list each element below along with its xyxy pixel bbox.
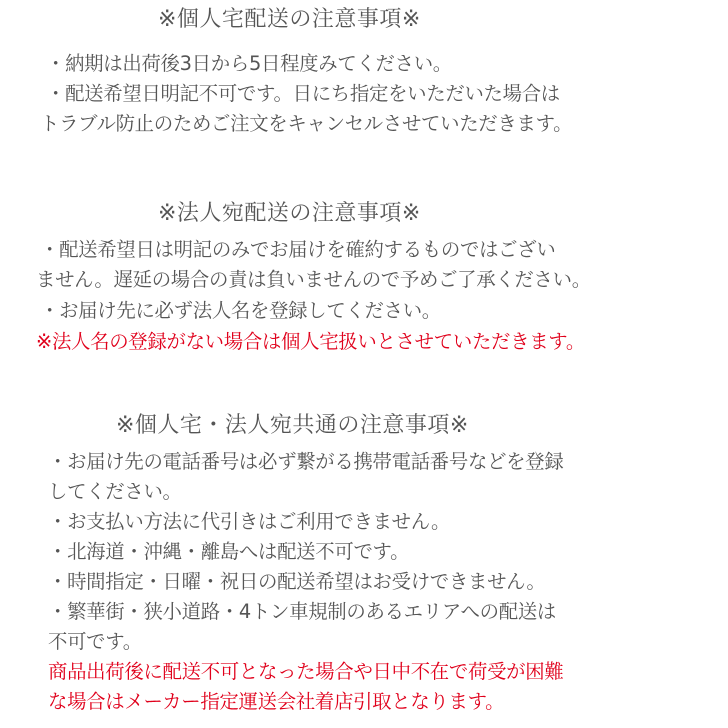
notice-line: ・納期は出荷後3日から5日程度みてください。 <box>46 52 452 75</box>
warning-line: な場合はメーカー指定運送会社着店引取となります。 <box>48 690 505 713</box>
notice-line: ・時間指定・日曜・祝日の配送希望はお受けできません。 <box>48 570 546 593</box>
notice-line: トラブル防止のためご注文をキャンセルさせていただきます。 <box>40 112 573 135</box>
notice-line: ・繁華街・狭小道路・4トン車規制のあるエリアへの配送は <box>48 600 557 623</box>
notice-line: ・配送希望日は明記のみでお届けを確約するものではござい <box>40 238 556 261</box>
notice-line: ・配送希望日明記不可です。日にち指定をいただいた場合は <box>46 82 560 105</box>
warning-line: ※法人名の登録がない場合は個人宅扱いとさせていただきます。 <box>36 330 585 353</box>
section-title-corporate: ※法人宛配送の注意事項※ <box>158 201 421 226</box>
notice-line: ・北海道・沖縄・離島へは配送不可です。 <box>48 540 410 563</box>
warning-line: 商品出荷後に配送不可となった場合や日中不在で荷受が困難 <box>48 660 564 683</box>
notice-line: ・お支払い方法に代引きはご利用できません。 <box>48 510 451 533</box>
notice-line: してください。 <box>48 480 182 503</box>
section-title-common: ※個人宅・法人宛共通の注意事項※ <box>116 413 469 438</box>
notice-line: 不可です。 <box>48 630 142 653</box>
notice-line: ・お届け先の電話番号は必ず繋がる携帯電話番号などを登録 <box>48 450 564 473</box>
notice-line: ません。遅延の場合の責は負いませんので予めご了承ください。 <box>36 268 591 291</box>
section-title-individual: ※個人宅配送の注意事項※ <box>158 7 421 32</box>
notice-line: ・お届け先に必ず法人名を登録してください。 <box>40 299 441 322</box>
